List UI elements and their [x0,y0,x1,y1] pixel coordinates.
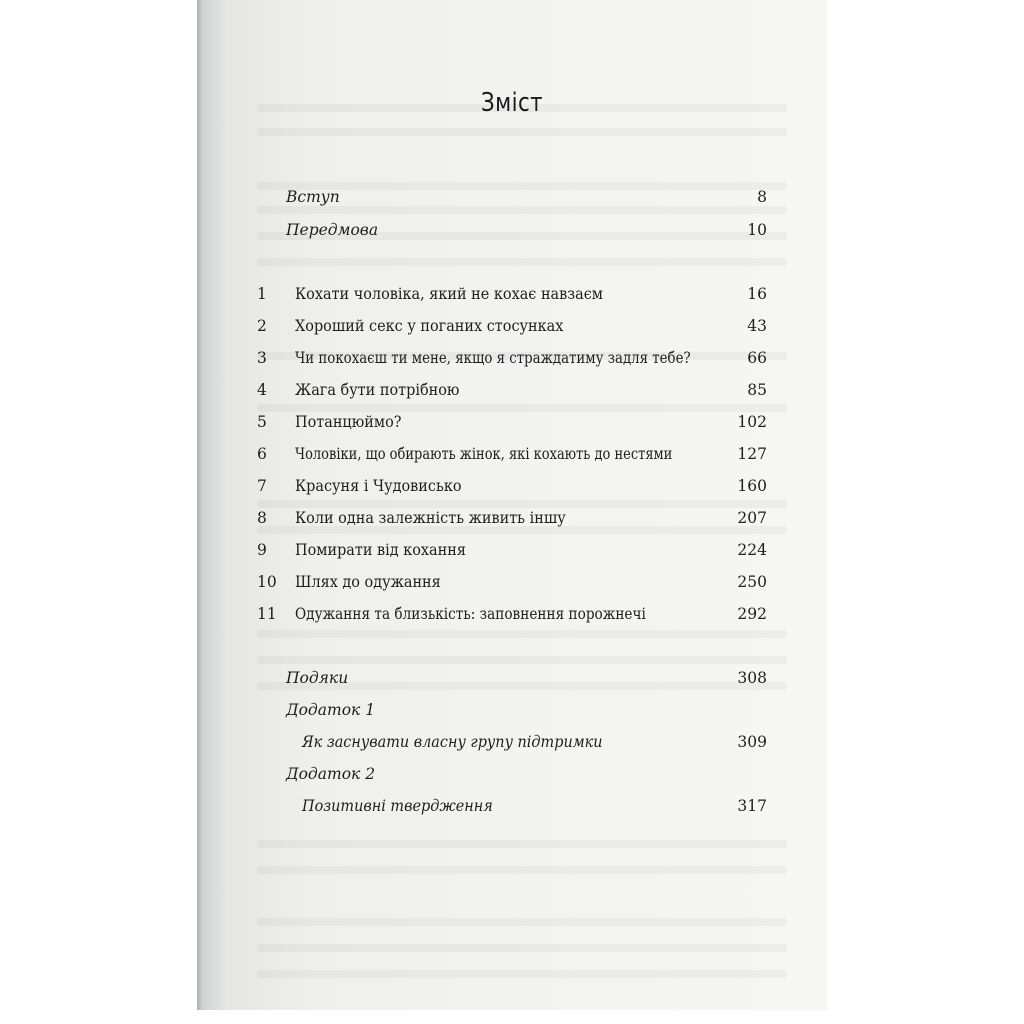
toc-entry-label: Позитивні твердження [302,797,493,815]
toc-entry-page: 309 [737,733,767,751]
chapter-page: 250 [737,573,767,591]
chapter-number: 5 [257,413,267,431]
chapter-number: 8 [257,509,267,527]
toc-chapter-1 [257,282,767,306]
show-through-line [257,866,787,874]
chapter-page: 66 [747,349,767,367]
chapter-title: Одужання та близькість: заповнення порожнечі [295,605,646,623]
chapter-title: Кохати чоловіка, який не кохає навзаєм [295,285,604,303]
chapter-page: 292 [737,605,767,623]
show-through-line [257,128,787,136]
chapter-title: Помирати від кохання [295,541,466,559]
toc-entry-page: 8 [757,188,767,206]
chapter-title: Красуня і Чудовисько [295,477,462,495]
toc-chapter-8 [257,506,767,530]
toc-chapter-2 [257,314,767,338]
toc-chapter-3 [257,346,767,370]
chapter-number: 6 [257,445,267,463]
toc-chapter-10 [257,570,767,594]
toc-entry-label: Вступ [286,188,340,206]
toc-entry-label: Як заснувати власну групу підтримки [302,733,603,751]
toc-entry-page: 317 [737,797,767,815]
chapter-title: Чи покохаєш ти мене, якщо я страждатиму задля тебе? [295,349,691,367]
chapter-page: 16 [747,285,767,303]
book-page [197,0,827,1010]
page-title: Зміст [481,88,543,118]
show-through-line [257,656,787,664]
show-through-line [257,840,787,848]
toc-entry-page: 10 [747,221,767,239]
chapter-title: Чоловіки, що обирають жінок, які кохають до нестями [295,445,673,463]
toc-entry-foreword [257,218,767,242]
show-through-line [257,944,787,952]
toc-entry-label: Додаток 1 [286,701,376,719]
chapter-number: 3 [257,349,267,367]
toc-chapter-7 [257,474,767,498]
chapter-page: 224 [737,541,767,559]
toc-chapter-9 [257,538,767,562]
chapter-title: Потанцюймо? [295,413,402,431]
chapter-page: 85 [747,381,767,399]
toc-entry-support-group [257,730,767,754]
toc-entry-appendix-1 [257,698,767,722]
chapter-title: Жага бути потрібною [295,381,460,399]
chapter-title: Хороший секс у поганих стосунках [295,317,564,335]
toc-entry-page: 308 [737,669,767,687]
toc-entry-appendix-2 [257,762,767,786]
toc-entry-intro [257,185,767,209]
show-through-line [257,918,787,926]
toc-chapter-11 [257,602,767,626]
show-through-line [257,630,787,638]
toc-chapter-6 [257,442,767,466]
chapter-page: 207 [737,509,767,527]
toc-entry-label: Передмова [286,221,379,239]
chapter-title: Шлях до одужання [295,573,441,591]
chapter-page: 43 [747,317,767,335]
toc-entry-label: Додаток 2 [286,765,376,783]
toc-entry-label: Подяки [286,669,349,687]
show-through-line [257,258,787,266]
chapter-number: 9 [257,541,267,559]
chapter-page: 160 [737,477,767,495]
toc-entry-affirmations [257,794,767,818]
toc-chapter-4 [257,378,767,402]
chapter-number: 10 [257,573,277,591]
chapter-number: 4 [257,381,267,399]
toc-entry-acknowledgements [257,666,767,690]
chapter-page: 102 [737,413,767,431]
toc-chapter-5 [257,410,767,434]
chapter-number: 2 [257,317,267,335]
chapter-title: Коли одна залежність живить іншу [295,509,566,527]
show-through-line [257,970,787,978]
chapter-number: 11 [257,605,277,623]
chapter-page: 127 [737,445,767,463]
chapter-number: 1 [257,285,267,303]
chapter-number: 7 [257,477,267,495]
